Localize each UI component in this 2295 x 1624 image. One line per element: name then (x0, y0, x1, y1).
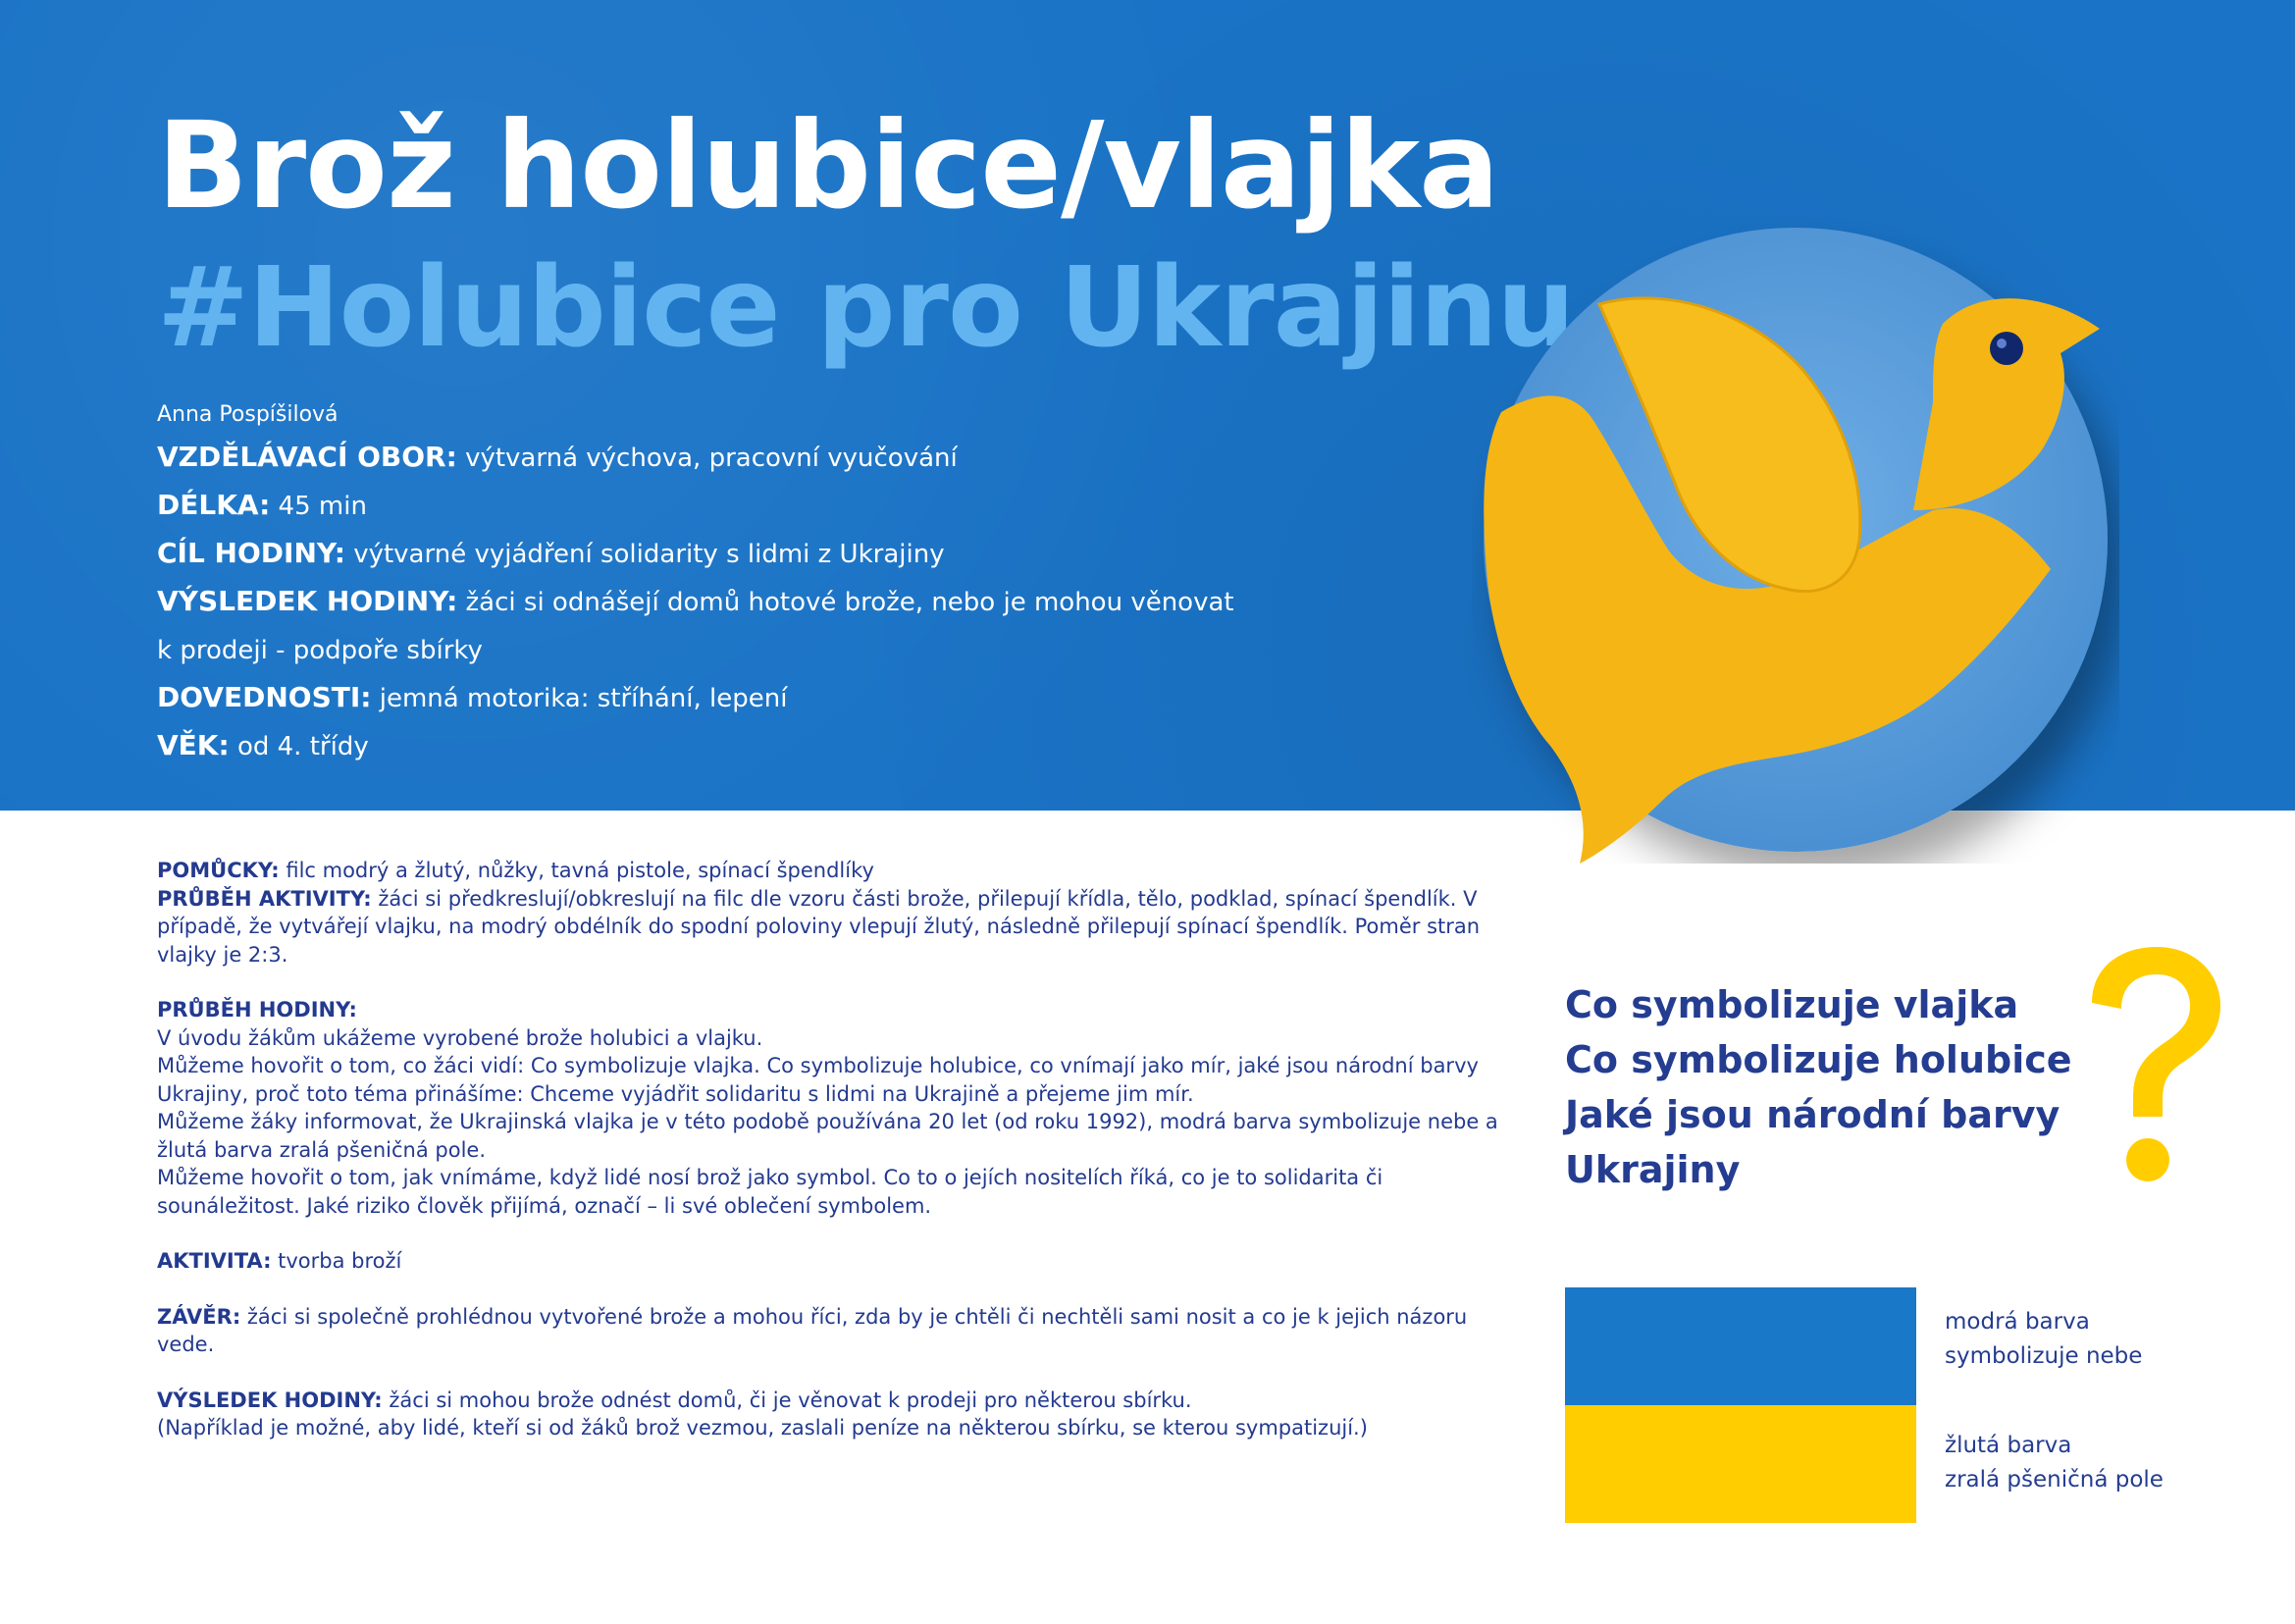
lesson-meta (157, 434, 1276, 770)
lesson-flow-heading: PRŮBĚH HODINY: (157, 998, 357, 1022)
question-line: Ukrajiny (1565, 1148, 1741, 1191)
question-line: Co symbolizuje holubice (1565, 1038, 2072, 1081)
meta-row: DÉLKA: 45 min (157, 489, 367, 521)
page-title: Brož holubice/vlajka (157, 96, 1499, 236)
meta-row: CÍL HODINY: výtvarné vyjádření solidarity s lidmi z Ukrajiny (157, 537, 945, 569)
lesson-flow-line: Můžeme hovořit o tom, co žáci vidí: Co symbolizuje vlajka. Co symbolizuje holubice, co vnímají jako mír, jaké jsou národní barvy Ukrajiny, proč toto téma přinášíme: Chceme vyjádřit solidaritu s lidmi na Ukrajině a přejeme jim mír. (157, 1054, 1479, 1106)
question-mark-icon (2080, 942, 2227, 1192)
question-line: Co symbolizuje vlajka (1565, 983, 2019, 1026)
meta-row: VZDĚLÁVACÍ OBOR: výtvarná výchova, pracovní vyučování (157, 441, 958, 473)
dove-brooch-icon (1472, 216, 2119, 864)
activity-paragraph: AKTIVITA: tvorba broží (157, 1249, 402, 1273)
flag-blue-stripe (1565, 1287, 1916, 1405)
yellow-color-label: žlutá barva zralá pšeničná pole (1945, 1433, 2164, 1493)
question-line: Jaké jsou národní barvy (1565, 1093, 2060, 1136)
lesson-flow-line: Můžeme žáky informovat, že Ukrajinská vlajka je v této podobě používána 20 let (od roku 1992), modrá barva symbolizuje nebe a žlutá barva zralá pšeničná pole. (157, 1110, 1498, 1162)
lesson-flow-line: Můžeme hovořit o tom, jak vnímáme, když lidé nosí brož jako symbol. Co to o jejích nositelích říká, co je to solidarita či sounáležitost. Jaké riziko člověk přijímá, označí – li své oblečení symbolem. (157, 1166, 1383, 1218)
meta-row: k prodeji - podpoře sbírky (157, 636, 483, 665)
activity-flow-paragraph: PRŮBĚH AKTIVITY: žáci si předkreslují/obkreslují na filc dle vzoru části brože, přilepují křídla, tělo, podklad, spínací špendlík. V případě, že vytvářejí vlajku, na modrý obdélník do spodní poloviny vlepují žlutý, následně přilepují spínací špendlík. Poměr stran vlajky je 2:3. (157, 886, 1481, 967)
flag-yellow-stripe (1565, 1405, 1916, 1523)
lesson-body (157, 857, 1511, 1442)
result-note: (Například je možné, aby lidé, kteří si od žáků brož vezmou, zaslali peníze na některou sbírku, se kterou sympatizují.) (157, 1416, 1368, 1440)
page-subtitle: #Holubice pro Ukrajinu (157, 244, 1575, 372)
meta-row: DOVEDNOSTI: jemná motorika: stříhání, lepení (157, 681, 788, 713)
author-name: Anna Pospíšilová (157, 402, 339, 427)
tools-paragraph: POMŮCKY: filc modrý a žlutý, nůžky, tavná pistole, spínací špendlíky (157, 859, 874, 882)
result-paragraph: VÝSLEDEK HODINY: žáci si mohou brože odnést domů, či je věnovat k prodeji pro některou sbírku. (157, 1388, 1192, 1412)
conclusion-paragraph: ZÁVĚR: žáci si společně prohlédnou vytvořené brože a mohou říci, zda by je chtěli či nechtěli sami nosit a co je k jejich názoru vede. (157, 1304, 1468, 1356)
meta-row: VÝSLEDEK HODINY: žáci si odnášejí domů hotové brože, nebo je mohou věnovat (157, 585, 1234, 617)
meta-row: VĚK: od 4. třídy (157, 729, 369, 761)
blue-color-label: modrá barva symbolizuje nebe (1945, 1309, 2143, 1369)
ukraine-flag (1565, 1287, 1916, 1523)
lesson-flow-line: V úvodu žákům ukážeme vyrobené brože holubici a vlajku. (157, 1025, 763, 1050)
questions-block (1565, 977, 2114, 1197)
